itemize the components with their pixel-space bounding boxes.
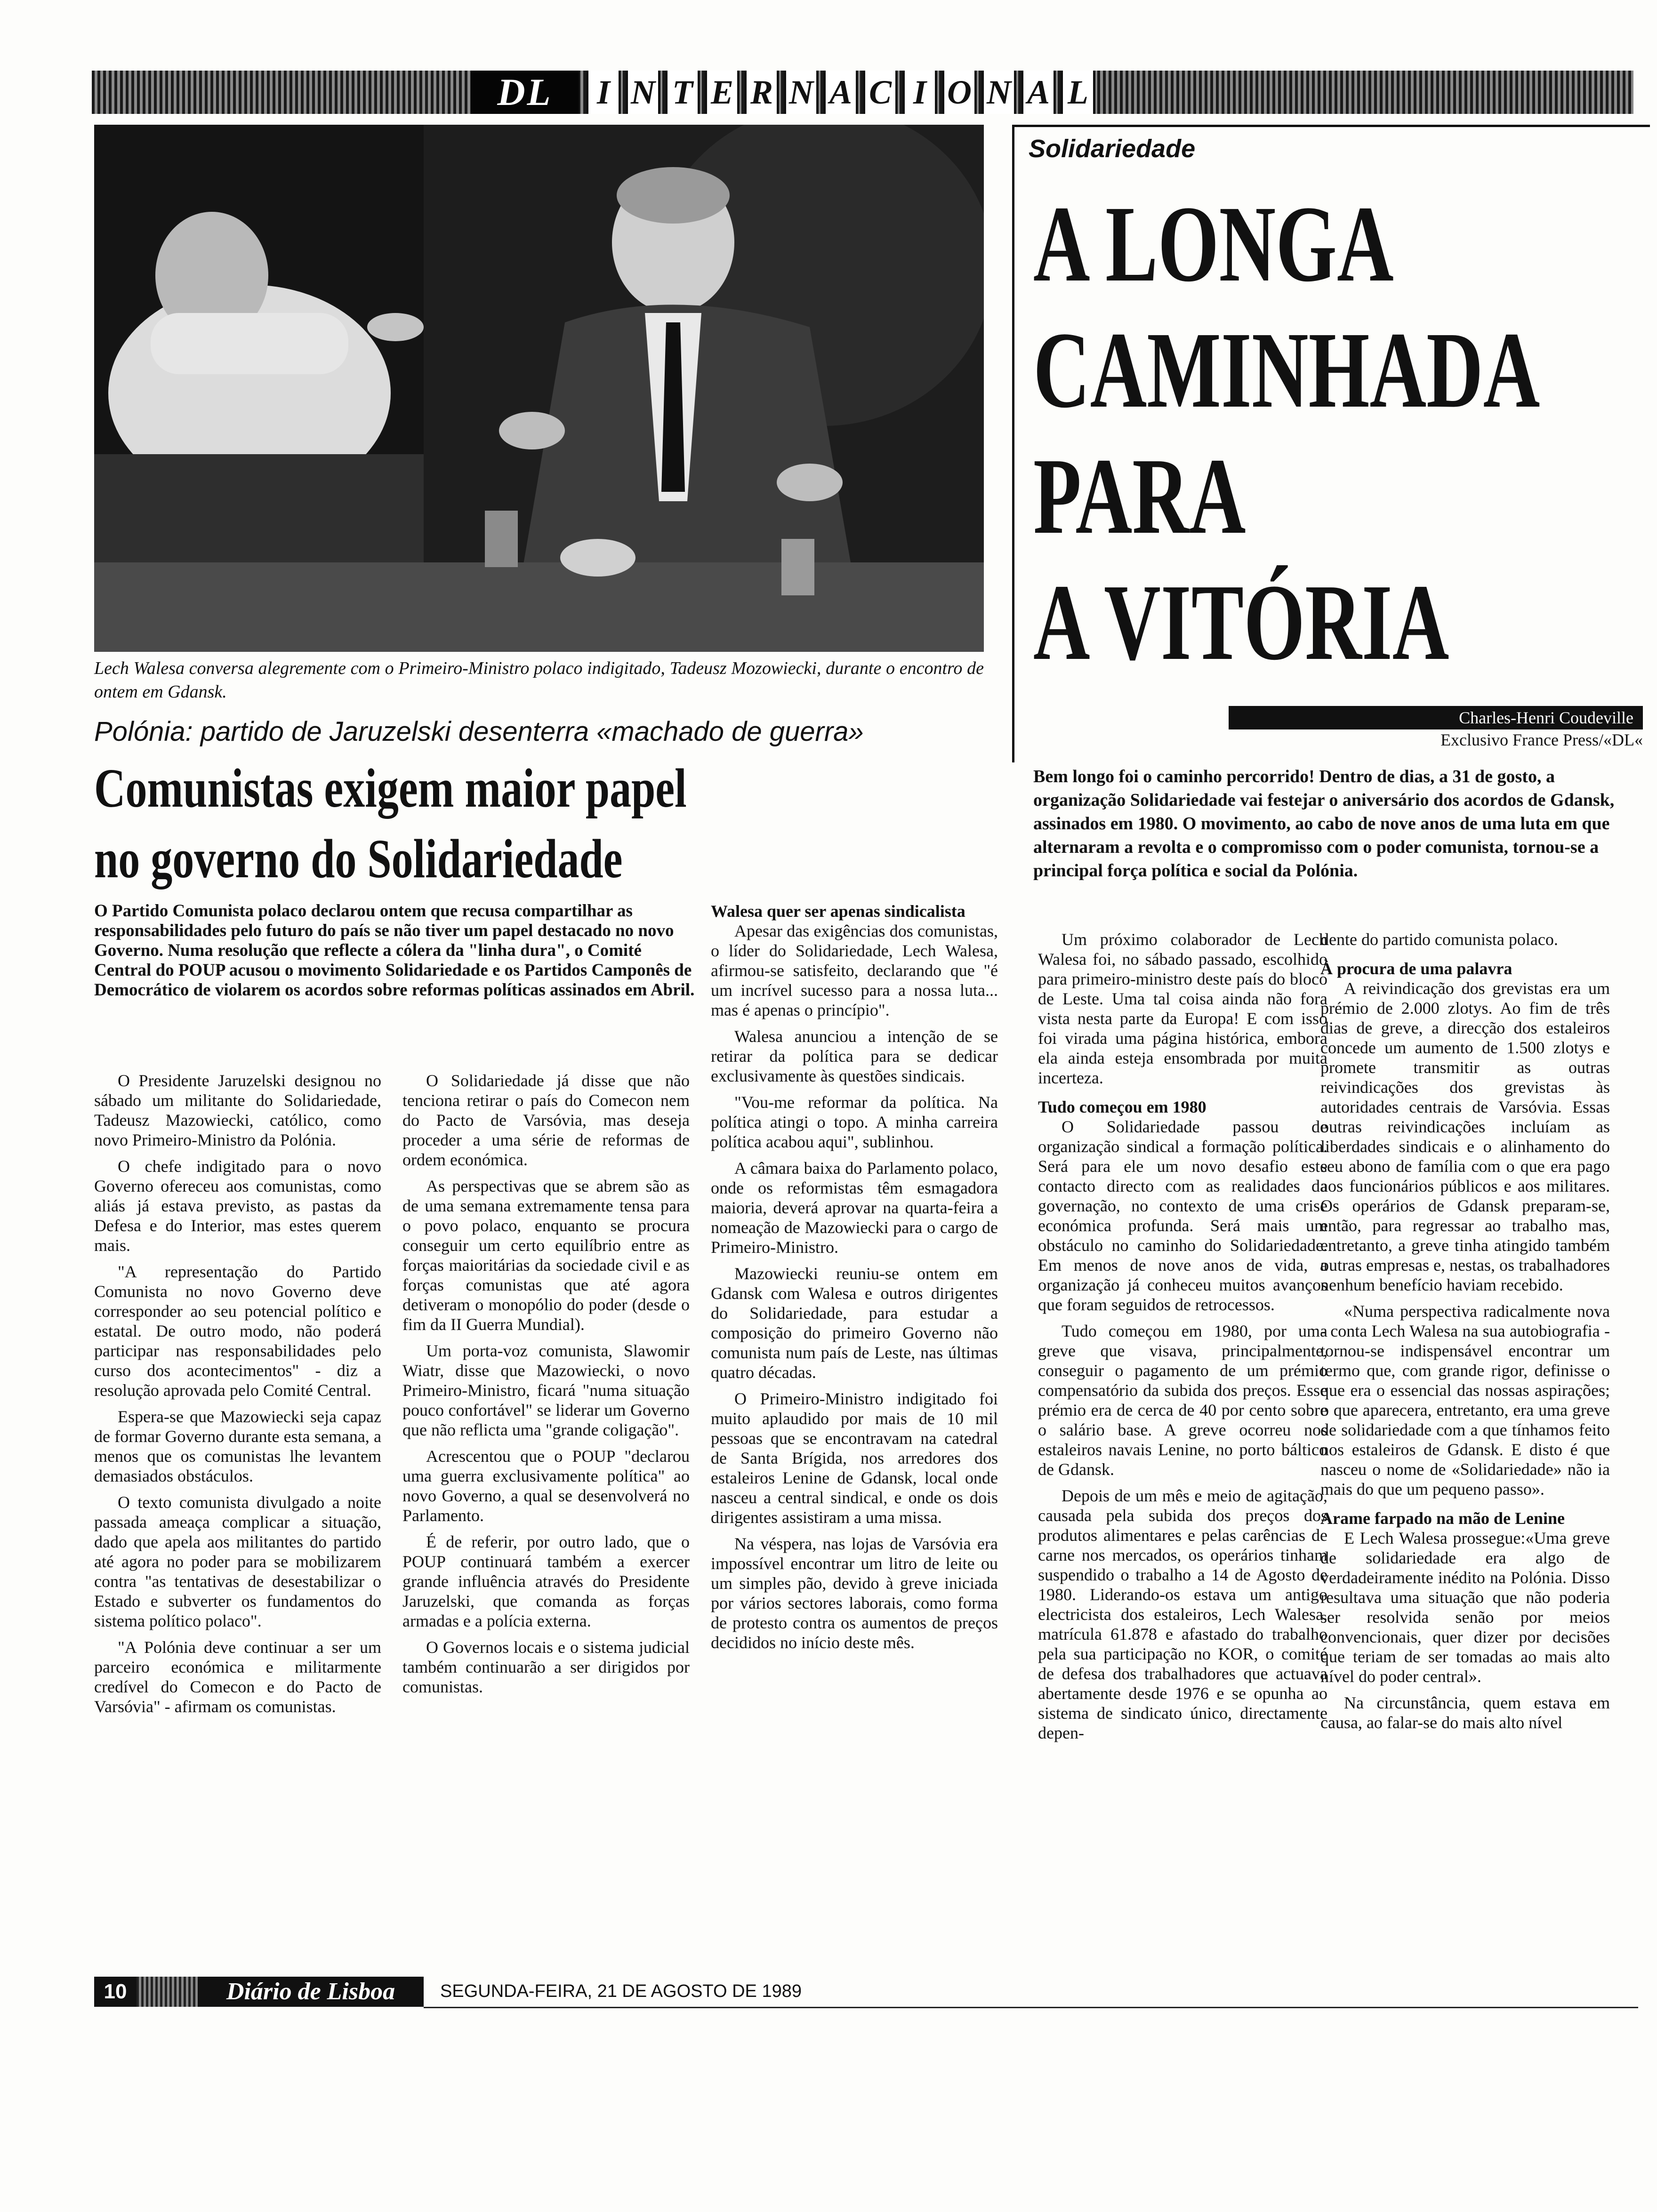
side-col2-body-end: [1320, 1528, 1610, 1732]
paragraph: "Vou-me reformar da política. Na política atingi o topo. A minha carreira política acabou aqui", sublinhou.: [711, 1093, 998, 1151]
section-title-letter: N: [981, 71, 1016, 114]
paragraph: Espera-se que Mazowiecki seja capaz de formar Governo durante esta semana, a menos que os comunistas lhe levantem demasiados obstáculos.: [94, 1407, 381, 1485]
paragraph: Na véspera, nas lojas de Varsóvia era impossível encontrar um litro de leite ou um simples pão, devido à greve iniciada por vários sectores laborais, como forma de protesto contra os aumentos de preços decididos no início deste mês.: [711, 1534, 998, 1652]
paragraph: Walesa anunciou a intenção de se retirar da política para se dedicar exclusivamente às questões sindicais.: [711, 1027, 998, 1085]
section-title-letter: N: [784, 71, 819, 114]
side-byline-source: Exclusivo France Press/«DL«: [1440, 730, 1643, 749]
footer-date: SEGUNDA-FEIRA, 21 DE AGOSTO DE 1989: [440, 1981, 802, 2001]
paragraph: Um porta-voz comunista, Slawomir Wiatr, disse que Mazowiecki, o novo Primeiro-Ministro, ficará "numa situação pouco confortável" se liderar um Governo que não reflicta uma "grande coligação".: [402, 1341, 690, 1439]
paragraph: A câmara baixa do Parlamento polaco, onde os reformistas têm esmagadora maioria, deverá aprovar na quarta-feira a nomeação de Mazowiecki para o cargo de Primeiro-Ministro.: [711, 1159, 998, 1257]
section-title-letter: I: [586, 71, 621, 114]
paragraph: O Primeiro-Ministro indigitado foi muito aplaudido por mais de 10 mil pessoas que se encontravam na catedral de Santa Brígida, nos arredores dos estaleiros Lenine de Gdansk, local onde nasceu a central sindical, e onde os dois dirigentes assistiram a uma missa.: [711, 1389, 998, 1527]
side-column-2: [1320, 930, 1610, 1739]
paragraph: «Numa perspectiva radicalmente nova - conta Lech Walesa na sua autobiografia - tornou-se indispensável encontrar um termo que, com grande rigor, definisse o que era o essencial das nossas aspirações; o que aparecera, entretanto, era uma greve de solidariedade com a que tínhamos feito nos estaleiros de Gdansk. E disto é que nasceu o nome de «Solidariedade» não ia mais do que um pequeno passo».: [1320, 1302, 1610, 1499]
paragraph: O Governos locais e o sistema judicial também continuarão a ser dirigidos por comunistas.: [402, 1638, 690, 1696]
main-headline: [94, 753, 792, 894]
section-title-letter: A: [823, 71, 858, 114]
photo-illustration: [94, 125, 984, 652]
side-headline-line1: A LONGA: [1033, 184, 1394, 305]
section-title-letter: R: [744, 71, 779, 114]
side-column-1: [1038, 930, 1327, 1749]
paragraph: O Solidariedade já disse que não tenciona retirar o país do Comecon nem do Pacto de Varsóvia, mas deseja proceder a uma série de reformas de ordem económica.: [402, 1071, 690, 1169]
paragraph: Tudo começou em 1980, por uma greve que visava, principalmente, conseguir o pagamento de um prémio compensatório da subida dos preços. Esse prémio era de cerca de 40 por cento sobre o salário base. A greve ocorreu nos estaleiros navais Lenine, no porto báltico de Gdansk.: [1038, 1322, 1327, 1479]
side-col1-subheading: Tudo começou em 1980: [1038, 1098, 1207, 1116]
paragraph: O texto comunista divulgado a noite passada ameaça complicar a situação, dado que apela aos militantes do partido até agora no poder para se mobilizarem contra "as tentativas de desestabilizar o Estado e subverter os fundamentos do sistema político polaco".: [94, 1493, 381, 1630]
photo-caption: Lech Walesa conversa alegremente com o Primeiro-Ministro polaco indigitado, Tadeusz Mozowiecki, durante o encontro de ontem em Gdansk.: [94, 658, 984, 702]
side-headline-line4: A VITÓRIA: [1033, 562, 1449, 683]
section-title-letter: C: [863, 71, 898, 114]
section-title-letter: T: [665, 71, 700, 114]
paragraph: O chefe indigitado para o novo Governo ofereceu aos comunistas, como aliás já estava previsto, as pastas da Defesa e do Interior, mas estes querem mais.: [94, 1157, 381, 1255]
main-headline-line2: no governo do Solidariedade: [94, 828, 623, 890]
paragraph: O Presidente Jaruzelski designou no sábado um militante do Solidariedade, Tadeusz Mazowiecki, católico, como novo Primeiro-Ministro da Polónia.: [94, 1071, 381, 1149]
paragraph: É de referir, por outro lado, que o POUP continuará também a exercer grande influência através do Presidente Jaruzelski, que comanda as forças armadas e a polícia externa.: [402, 1532, 690, 1630]
section-title: [586, 71, 1100, 114]
side-headline-line2: CAMINHADA: [1033, 310, 1540, 431]
side-col1-body: [1038, 1117, 1327, 1743]
photo-walesa-mazowiecki: [94, 125, 984, 652]
paragraph: Na circunstância, quem estava em causa, ao falar-se do mais alto nível: [1320, 1693, 1610, 1732]
paragraph: "A representação do Partido Comunista no novo Governo deve corresponder ao seu potencial político e estatal. De outro modo, não poderá participar nas responsabilidades pelo curso dos acontecimentos" - diz a resolução aprovada pelo Comité Central.: [94, 1262, 381, 1400]
main-headline-line1: Comunistas exigem maior papel: [94, 757, 687, 819]
side-headline: [1033, 181, 1540, 686]
section-title-letter: N: [626, 71, 660, 114]
paragraph: Apesar das exigências dos comunistas, o líder do Solidariedade, Lech Walesa, afirmou-se satisfeito, declarando que "é um incrível sucesso para a nossa luta... mas é apenas o princípio".: [711, 922, 998, 1019]
main-col3-subheading: Walesa quer ser apenas sindicalista: [711, 902, 965, 921]
side-col1-intro: Um próximo colaborador de Lech Walesa foi, no sábado passado, escolhido para primeiro-ministro deste país do bloco de Leste. Uma tal coisa ainda não fora vista nesta parte da Europa! E com isso foi virada uma página histórica, embora ela ainda esteja ensombrada por muita incerteza.: [1038, 930, 1327, 1087]
side-byline: Charles-Henri Coudeville: [1229, 706, 1643, 729]
paragraph: Depois de um mês e meio de agitação, causada pela subida dos preços dos produtos alimentares e pelas carências de carne nos mercados, os operários tinham suspendido o trabalho a 14 de Agosto de 1980. Liderando-os estava um antigo electricista dos estaleiros, Lech Walesa, matrícula 61.878 e afastado do trabalho pela sua participação no KOR, o comité de defesa dos trabalhadores que actuava abertamente desde 1976 e se opunha ao sistema de sindicato único, directamente depen-: [1038, 1486, 1327, 1742]
paragraph: "A Polónia deve continuar a ser um parceiro económica e militarmente credível do Comecon e do Pacto de Varsóvia" - afirmam os comunistas.: [94, 1638, 381, 1716]
paragraph: Mazowiecki reuniu-se ontem em Gdansk com Walesa e outros dirigentes do Solidariedade, para estudar a composição do primeiro Governo não comunista num país de Leste, nas últimas quatro décadas.: [711, 1264, 998, 1382]
paragraph: A reivindicação dos grevistas era um prémio de 2.000 zlotys. Ao fim de três dias de greve, a direcção dos estaleiros concede um aumento de 1.500 zlotys e promete transmitir as outras reivindicações dos grevistas às autoridades centrais de Varsóvia. Essas outras reivindicações incluíam as liberdades sindicais e o alinhamento do seu abono de família com o que era pago aos funcionários públicos e aos militares. Os operários de Gdansk preparam-se, então, para regressar ao trabalho mas, entretanto, a greve tinha atingido também outras empresas e, nestas, os trabalhadores nenhum benefício haviam recebido.: [1320, 979, 1610, 1294]
section-title-letter: A: [1021, 71, 1056, 114]
paragraph: Acrescentou que o POUP "declarou uma guerra exclusivamente política" ao novo Governo, a qual se desenvolverá no Parlamento.: [402, 1447, 690, 1525]
paragraph: As perspectivas que se abrem são as de uma semana extremamente tensa para o povo polaco, enquanto se procura conseguir um certo equilíbrio entre as forças maioritárias da sociedade civil e as forças comunistas que até agora detiveram o monopólio do poder (desde o fim da II Guerra Mundial).: [402, 1177, 690, 1334]
side-col2-subheading: À procura de uma palavra: [1320, 959, 1512, 978]
section-title-letter: L: [1061, 71, 1095, 114]
side-headline-line3: PARA: [1033, 436, 1246, 557]
footer-brand: Diário de Lisboa: [198, 1977, 424, 2007]
side-lead: Bem longo foi o caminho percorrido! Dentro de dias, a 31 de gosto, a organização Solidariedade vai festejar o aniversário dos acordos de Gdansk, assinados em 1980. O movimento, ao cabo de nove anos de uma luta em que alternaram a revolta e o compromisso com o poder comunista, tornou-se a principal força política e social da Polónia.: [1033, 767, 1615, 881]
main-column-1: [94, 1071, 381, 1723]
main-kicker: Polónia: partido de Jaruzelski desenterra «machado de guerra»: [94, 716, 864, 747]
side-kicker: Solidariedade: [1029, 135, 1196, 163]
footer-rule: [424, 2007, 1638, 2008]
main-lead: O Partido Comunista polaco declarou ontem que recusa compartilhar as responsabilidades pelo futuro do país se não tiver um papel destacado no novo Governo. Numa resolução que reflecte a cólera da "linha dura", o Comité Central do POUP acusou o movimento Solidariedade e os Partidos Camponês de Democrático de violarem os acordos sobre reformas políticas assinados em Abril.: [94, 901, 695, 1000]
main-column-2: [402, 1071, 690, 1703]
page-number: 10: [94, 1977, 137, 2007]
section-title-letter: E: [705, 71, 740, 114]
main-col3-body: [711, 921, 998, 1652]
dl-logo: DL: [471, 71, 579, 114]
paragraph: O Solidariedade passou de organização sindical a formação política. Será para ele um novo desafio este contacto directo com as realidades da governação, no contexto de uma crise económica profunda. Será mais um obstáculo no caminho do Solidariedade. Em menos de nove anos de vida, a organização já conheceu muitos avanços que foram seguidos de retrocessos.: [1038, 1117, 1327, 1314]
section-title-letter: O: [942, 71, 977, 114]
side-col2-intro: dente do partido comunista polaco.: [1320, 930, 1558, 949]
main-column-3: [711, 901, 998, 1659]
side-col2-body: [1320, 978, 1610, 1499]
section-title-letter: I: [902, 71, 937, 114]
side-col2-subheading-2: Arame farpado na mão de Lenine: [1320, 1509, 1565, 1528]
paragraph: E Lech Walesa prossegue:«Uma greve de solidariedade era algo de verdadeiramente inédito na Polónia. Disso resultava uma situação que não poderia ser resolvida senão por meios convencionais, quer dizer por decisões que teriam de ser tomadas ao mais alto nível do poder central».: [1320, 1529, 1610, 1686]
